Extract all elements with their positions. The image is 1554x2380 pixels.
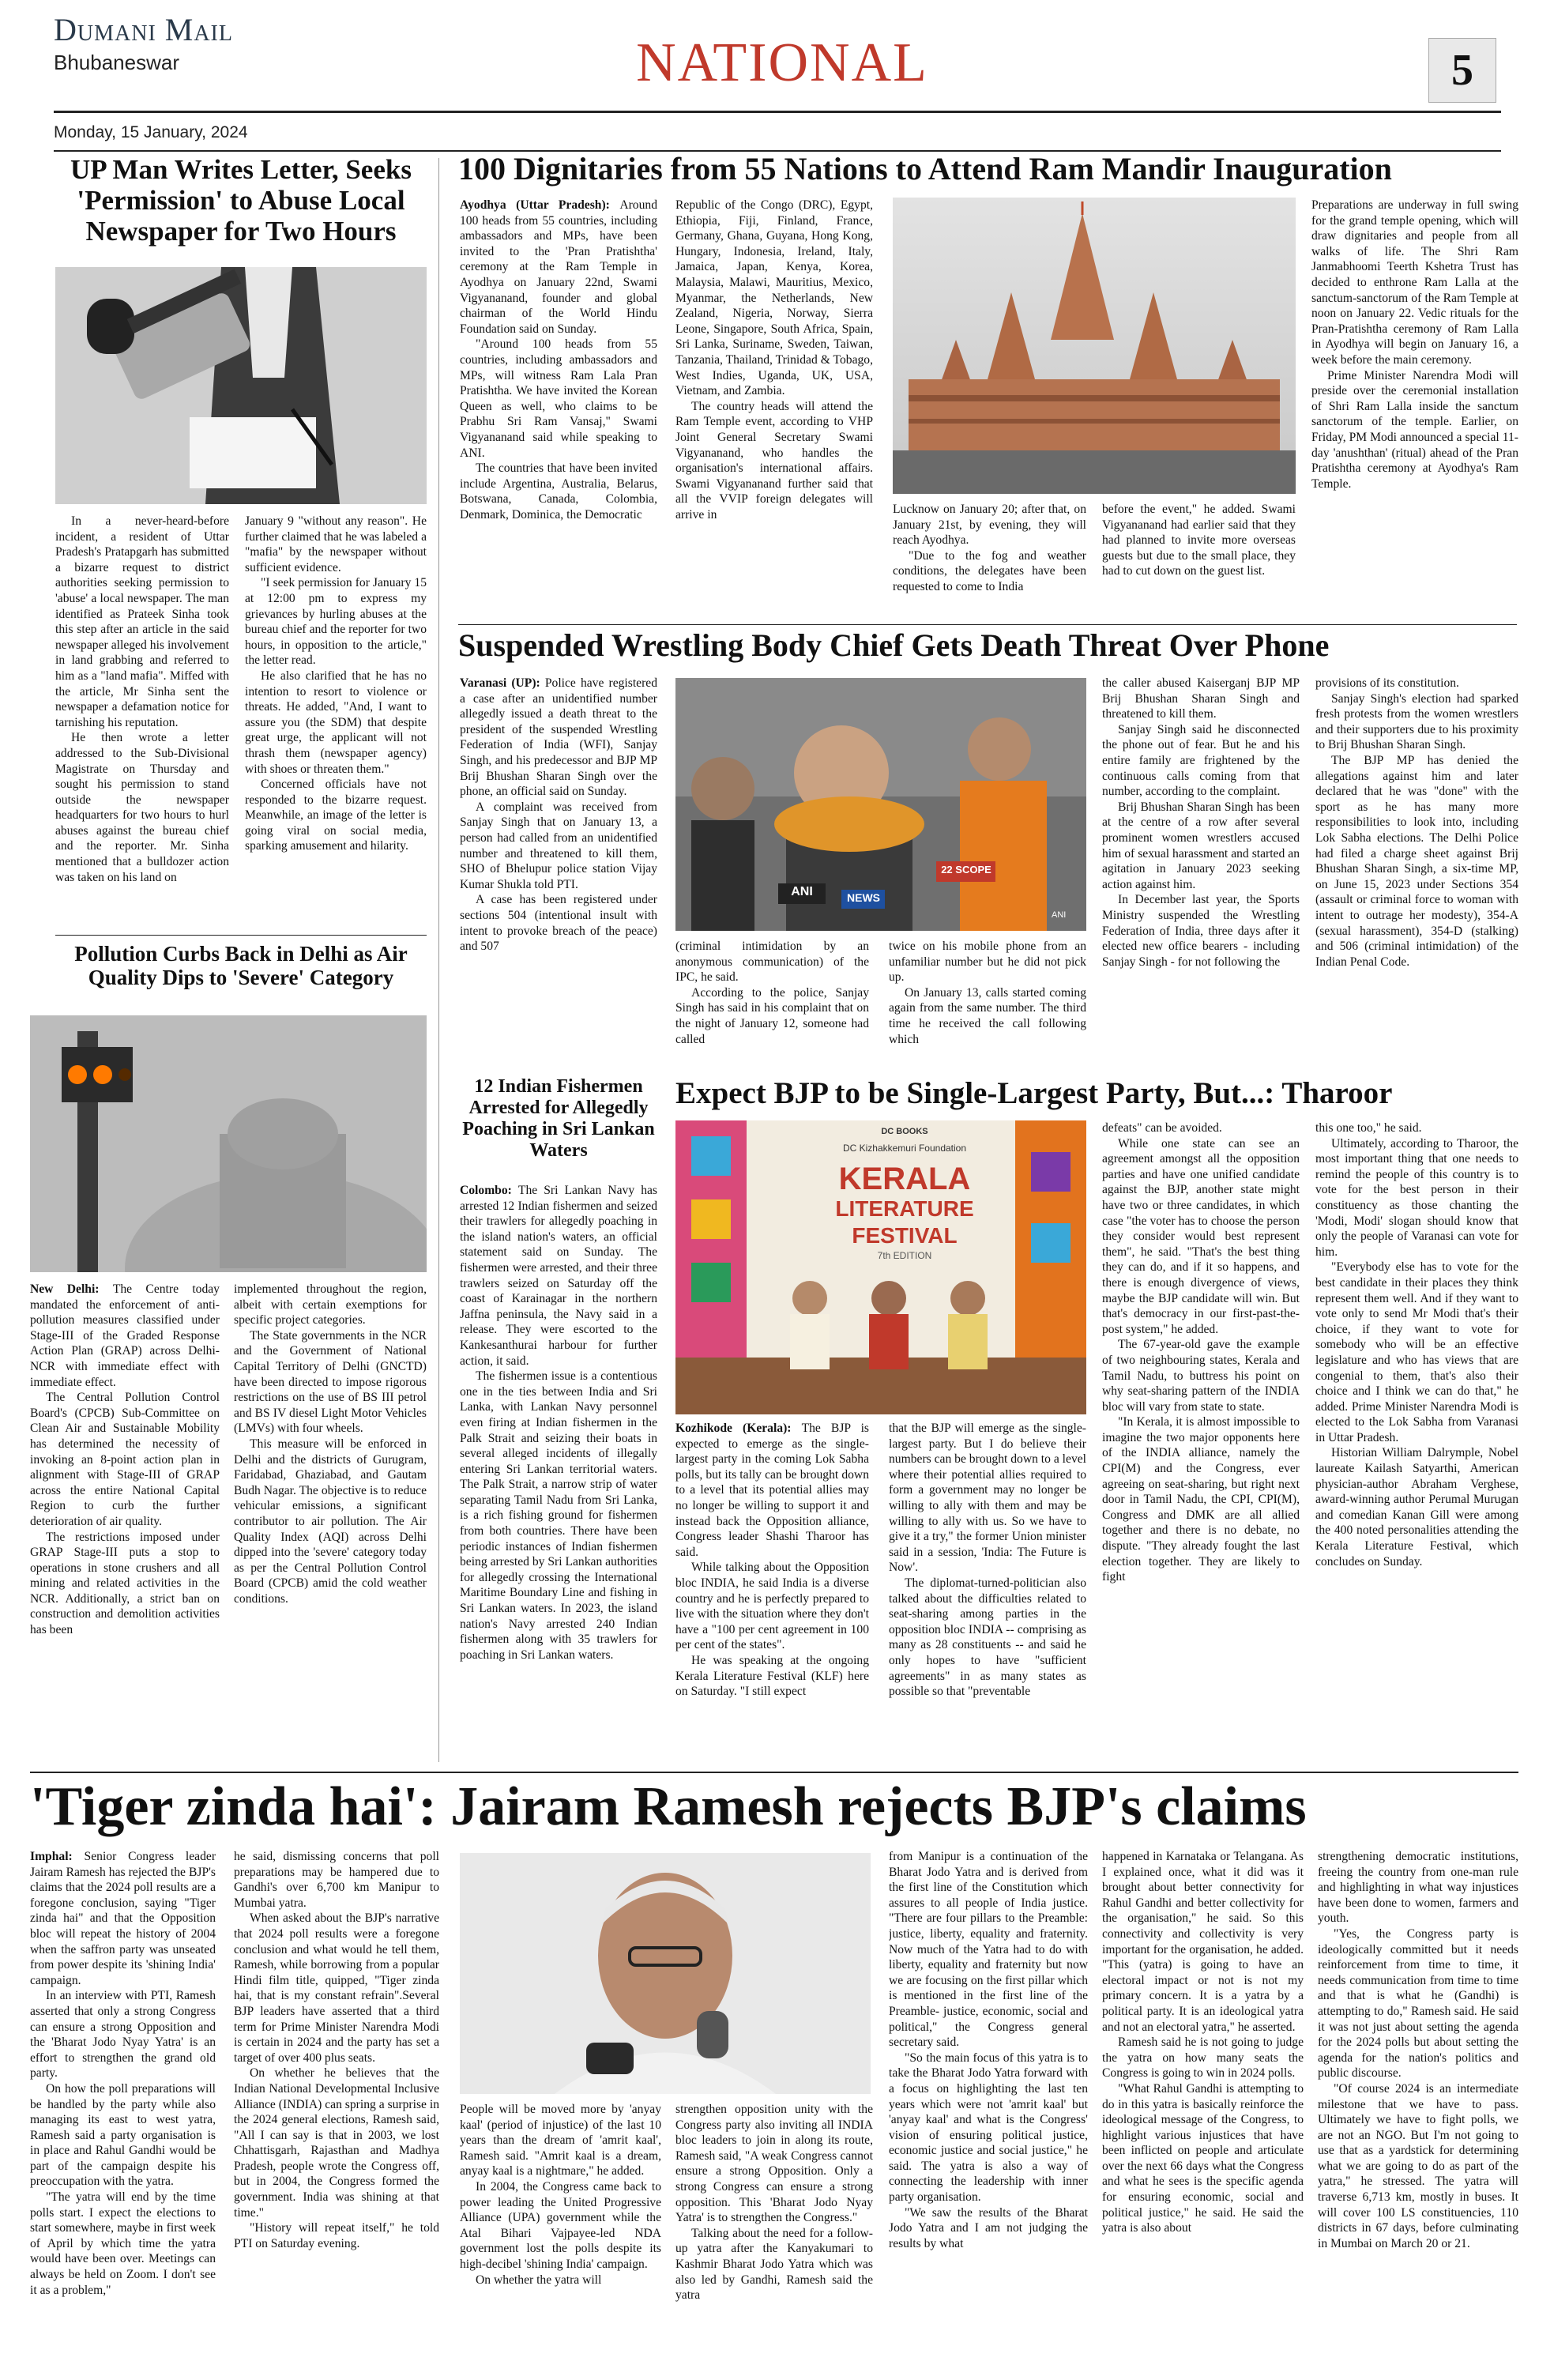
ram-col1-content (460, 198, 657, 522)
paragraph: New Delhi: The Centre today mandated the enforcement of anti-pollution measures classified under Stage-III of the Graded Response Action Plan (GRAP) across Delhi-NCR with immediate effect with immediate effect. (30, 1282, 220, 1389)
paragraph: A case has been registered under sections 504 (intentional insult with intent to provoke breach of the peace) and 507 (460, 893, 657, 954)
dateline: New Delhi: (30, 1282, 113, 1296)
klf-title-1: KERALA (838, 1162, 971, 1196)
paragraph: The State governments in the NCR and the Government of National Capital Territory of Delhi (GNCTD) have been directed to impose rigorous restrictions on the use of BS III petrol and BS IV diesel Light Motor Vehicles (LMVs) with four wheels. (234, 1328, 427, 1436)
paragraph: The BJP MP has denied the allegations against him and later declared that he was "done" with the sport as he has many more responsibilities to look into, including Lok Sabha elections. The Delhi Police had filed a charge sheet against Brij Bhushan Sharan Singh, a six-time MP, on June 15, 2023 under Sections 354 (assault or criminal force to woman with intent to outrage her modesty), 354-A (sexual harassment), 354-D (stalking) and 506 (criminal intimidation) of the Indian Penal Code. (1315, 753, 1518, 969)
ram-col5-content (1311, 198, 1518, 491)
photo-jairam-ramesh (460, 1853, 871, 2094)
up-man-col-2 (245, 514, 427, 1004)
jairam-col-6 (1102, 1849, 1304, 2363)
paper-city: Bhubaneswar (54, 51, 179, 74)
jairam-col7-content (1318, 1849, 1518, 2251)
pollution-col-2 (234, 1282, 427, 1768)
paragraph: he said, dismissing concerns that poll preparations may be hampered due to Gandhi's over 6,700 km Manipur to Mumbai yatra. (234, 1850, 439, 1910)
ram-col2-content (675, 198, 873, 522)
paragraph: before the event," he added. Swami Vigyananand had earlier said that they had planned to invite more overseas guests but due to the small place, they had to cut down on the guest list. (1102, 503, 1296, 578)
paragraph: the caller abused Kaiserganj BJP MP Brij Bhushan Sharan Singh and threatened to kill them. (1102, 676, 1300, 721)
paragraph: strengthen opposition unity with the Congress party also inviting all INDIA bloc leaders to join in along its route, Ramesh said, "A weak Congress cannot ensure a strong Opposition. Only a strong Congress can ensure a strong opposition. This 'Bharat Jodo Nyay Yatra' is to strengthen the Congress." (675, 2103, 873, 2225)
paragraph: He was speaking at the ongoing Kerala Literature Festival (KLF) here on Saturday. "I still expect (675, 1653, 869, 1699)
jairam-col-7 (1318, 1849, 1518, 2363)
paragraph: The fishermen issue is a contentious one in the ties between India and Sri Lanka, with Lankan Navy personnel even firing at Indian fishermen in the Palk Strait and seizing their boats in several alleged incidents of illegally entering Sri Lankan territorial waters. The Palk Strait, a narrow strip of water separating Tamil Nadu from Sri Lanka, is a rich fishing ground for fishermen from both countries. There have been periodic instances of Indian fishermen being arrested by Sri Lankan authorities for allegedly crossing the International Maritime Boundary Line and fishing in Sri Lankan waters. In 2023, the island nation's Navy arrested 240 Indian fishermen along with 35 trawlers for poaching in Sri Lankan waters. (460, 1369, 657, 1662)
ram-col3-content (893, 502, 1086, 595)
paragraph: On how the poll preparations will be handled by the party while also managing its east to west yatra, Ramesh said a party organisation is in place and Rahul Gandhi would be part of the campaign despite his preoccupation with the yatra. (30, 2081, 216, 2189)
paragraph: Sanjay Singh's election had sparked fresh protests from the women wrestlers and their supporters due to his proximity to Brij Bhushan Sharan Singh. (1315, 691, 1518, 752)
wrestling-col-3 (889, 939, 1086, 1071)
paragraph: Ramesh said he is not going to judge the yatra on how many seats the Congress is going to win in 2024 polls. (1102, 2035, 1304, 2081)
paragraph: The restrictions imposed under GRAP Stage-III puts a stop to operations in stone crushers and all mining and related activities in the NCR. Additionally, a strict ban on construction and demolition activities has been (30, 1530, 220, 1637)
paragraph: defeats" can be avoided. (1102, 1121, 1222, 1135)
paragraph: The countries that have been invited include Argentina, Australia, Belarus, Botswana, Canada, Colombia, Denmark, Dominica, the Democratic (460, 461, 657, 522)
up-man-col-1 (55, 514, 229, 1004)
dateline: Varanasi (UP): (460, 676, 545, 690)
paragraph: Talking about the need for a follow-up yatra after the Kanyakumari to Kashmir Bharat Jodo Yatra which was also led by Gandhi, Ramesh said the yatra (675, 2226, 873, 2303)
paragraph: twice on his mobile phone from an unfamiliar number but he did not pick up. (889, 940, 1086, 985)
paragraph: The 67-year-old gave the example of two neighbouring states, Kerala and Tamil Nadu, to buttress his point on why seat-sharing pattern of the INDIA bloc will vary from state to state. (1102, 1338, 1300, 1414)
paragraph: In a never-heard-before incident, a resident of Uttar Pradesh's Pratapgarh has submitted a bizarre request to district authorities seeking permission to 'abuse' a local newspaper. The man identified as Prateek Sinha took this step after an article in the said newspaper alleged his involvement in land grabbing and referred to him as a "land mafia". Miffed with the article, Mr Sinha sent the newspaper a defamation notice for tarnishing his reputation. (55, 514, 229, 729)
pollution-col2-content (234, 1282, 427, 1606)
masthead-rule (54, 111, 1501, 113)
wrestling-col-5 (1315, 676, 1518, 1071)
paragraph: provisions of its constitution. (1315, 676, 1459, 690)
headline-jairam-ramesh: 'Tiger zinda hai': Jairam Ramesh rejects BJP's claims (30, 1776, 1307, 1837)
headline-fishermen: 12 Indian Fishermen Arrested for Allegedly Poaching in Sri Lankan Waters (462, 1076, 655, 1161)
tharoor-col1-content (675, 1421, 869, 1700)
paragraph: "In Kerala, it is almost impossible to imagine the two major opponents here of the INDIA alliance, namely the CPI(M) and the Congress, ever agreeing on seat-sharing, but right next door in Tamil Nadu, the CPI, CPI(M), Congress and DMK are all allied together and there is no debate, no dispute. "They already fought the last election together. They are likely to fight (1102, 1415, 1300, 1584)
paragraph: While one state can see an agreement amongst all the opposition parties and have one unified candidate against the BJP, another state might have two or three candidates, in which case "the voter has to choose the person they consider would best represent them", he said. "That's the best thing they can do, and if it so happens, and there is enough divergence of views, maybe the BJP candidate will win. But that's democracy in our first-past-the-post system," he added. (1102, 1136, 1300, 1336)
paragraph: On whether he believes that the Indian National Developmental Inclusive Alliance (INDIA) can spring a surprise in the 2024 general elections, Ramesh said, "All I can say is that in 2003, we lost Chhattisgarh, Rajasthan and Madhya Pradesh, people wrote the Congress off, but in 2004, the Congress formed the government. India was shining at that time." (234, 2066, 439, 2220)
ram-mandir-col-3 (893, 502, 1086, 620)
klf-title-3: FESTIVAL (852, 1223, 958, 1248)
paragraph: He then wrote a letter addressed to the Sub-Divisional Magistrate on Thursday and sought his permission to stand outside the newspaper headquarters for two hours to hurl abuses against the bureau chief and the reporter. Mr. Sinha mentioned that a bulldozer action was taken on his land on (55, 731, 229, 884)
paragraph: According to the police, Sanjay Singh has said in his complaint that on the night of January 12, someone had called (675, 985, 869, 1046)
paragraph: implemented throughout the region, albeit with certain exemptions for specific project categories. (234, 1282, 427, 1327)
wrestling-col3-content (889, 939, 1086, 1047)
col-rule (55, 935, 427, 936)
wrestling-col-1 (460, 676, 657, 1071)
photo-ram-temple (893, 198, 1296, 494)
dateline: Ayodhya (Uttar Pradesh): (460, 198, 620, 212)
headline-ram-mandir: 100 Dignitaries from 55 Nations to Attend Ram Mandir Inauguration (458, 152, 1392, 186)
fishermen-col1-content (460, 1183, 657, 1663)
headline-wrestling: Suspended Wrestling Body Chief Gets Death Threat Over Phone (458, 628, 1330, 663)
mic-badge-news: NEWS (847, 891, 880, 904)
paragraph: Prime Minister Narendra Modi will preside over the ceremonial installation of Shri Ram Lalla inside the sanctum sanctorum of the temple. Earlier, on Friday, PM Modi announced a special 11-day 'anushthan' (ritual) ahead of the Pran Pratishtha ceremony at Ayodhya's Ram Temple. (1311, 368, 1518, 491)
paper-name: Dumani Mail (54, 12, 233, 47)
paragraph: Concerned officials have not responded to the bizarre request. Meanwhile, an image of the letter is going viral on social media, sparking amusement and hilarity. (245, 778, 427, 853)
dateline: Kozhikode (Kerala): (675, 1422, 802, 1435)
tharoor-col-3 (1102, 1120, 1300, 1768)
paragraph: Lucknow on January 20; after that, on January 21st, by evening, they will reach Ayodhya. (893, 503, 1086, 548)
photo-credit: ANI (1052, 910, 1067, 920)
paragraph: Imphal: Senior Congress leader Jairam Ramesh has rejected the BJP's claims that the 2024 poll results are a foregone conclusion, saying "Tiger zinda hai" and that the Opposition bloc will repeat the history of 2004 when the saffron party was unseated from power despite its 'shining India' campaign. (30, 1850, 216, 1987)
paragraph: "So the main focus of this yatra is to take the Bharat Jodo Yatra forward with a focus on highlighting the last ten years which were not 'amrit kaal' but 'anyay kaal' and what is the Congress' vision of ensuring political justice, economic justice and social justice," he said. The yatra is also a way of connecting the leadership with inner party organisation. (889, 2050, 1088, 2205)
photo-kerala-literature-festival (675, 1120, 1086, 1414)
jairam-col-1 (30, 1849, 216, 2363)
photo-traffic-signal-smog (30, 1015, 427, 1272)
paragraph: Brij Bhushan Sharan Singh has been at the centre of a row after several prominent women wrestlers accused him of sexual harassment and started an agitation in January 2023 seeking action against him. (1102, 800, 1300, 891)
wrestling-col-2 (675, 939, 869, 1071)
wrestling-col-4 (1102, 676, 1300, 1071)
paragraph: (criminal intimidation by an anonymous communication) of the IPC, he said. (675, 940, 869, 985)
ram-mandir-col-1 (460, 198, 657, 616)
pollution-col-1 (30, 1282, 220, 1768)
ram-mandir-col-4 (1102, 502, 1296, 620)
paragraph: While talking about the Opposition bloc INDIA, he said India is a diverse country and he is perfectly prepared to live with the situation where they don't have a "100 per cent agreement in 100 per cent of the states". (675, 1561, 869, 1652)
paragraph: "I seek permission for January 15 at 12:00 pm to express my grievances by hurling abuses at the bureau chief and the reporter for two hours, in opposition to the article," the letter read. (245, 576, 427, 668)
ram-col4-content (1102, 502, 1296, 579)
jairam-image (460, 1853, 871, 2094)
paragraph: This measure will be enforced in Delhi and the districts of Gurugram, Faridabad, Ghaziabad, and Gautam Budh Nagar. The objective is to reduce vehicular emissions, a significant contributor to air pollution. The Air Quality Index (AQI) across Delhi dipped into the 'severe' category today as per the Central Pollution Control Board (CPCB) amid the cold weather conditions. (234, 1437, 427, 1606)
wrestling-col2-content (675, 939, 869, 1047)
paragraph: He also clarified that he has no intention to resort to violence or threats. He added, "And, I want to assure you (the SDM) that despite great urge, the applicant will not thrash them (newspaper agency) with shoes or threaten them." (245, 668, 427, 776)
reporter-image (55, 267, 427, 504)
vertical-rule (438, 158, 439, 1762)
paragraph: that the BJP will emerge as the single-largest party. But I do believe their numbers can be brought down to a level where their potential allies required to form a government may no longer be willing to ally with them and may be willing to ally with us. So we have to give it a try," the former Union minister said in a session, 'India: The Future is Now'. (889, 1422, 1086, 1575)
paragraph: Sanjay Singh said he disconnected the phone out of fear. But he and his entire family are frightened by the continuous calls coming from that number, according to the complaint. (1102, 722, 1300, 799)
jairam-col6-content (1102, 1849, 1304, 2236)
page-number: 5 (1428, 38, 1496, 103)
up-man-col1-content (55, 514, 229, 885)
paragraph: In December last year, the Sports Ministry suspended the Wrestling Federation of India, three days after it elected new office bearers - including Sanjay Singh - for not following the (1102, 893, 1300, 969)
paragraph: "Due to the fog and weather conditions, the delegates have been requested to come to India (893, 548, 1086, 593)
klf-foundation: DC Kizhakkemuri Foundation (842, 1143, 967, 1154)
paragraph: "Everybody else has to vote for the best candidate in their places they think represent them well. And if they want to vote only to send Mr Modi that's their choice, if they want to vote for somebody who will be an effective legislature and who has views that are congenial to them, that's also their choice and I think we can do that," he added. Prime Minister Narendra Modi is elected to the Lok Sabha from Varanasi in Uttar Pradesh. (1315, 1260, 1518, 1444)
paragraph: "Yes, the Congress party is ideologically committed but it needs reinforcement from time to time, it needs communication from time to time and that is what he (Gandhi) is attempting to do," Ramesh said. He said it was not just about setting the agenda for the 2024 polls but about setting the agenda for the nation's politics and public discourse. (1318, 1926, 1518, 2081)
jairam-col4-content (675, 2102, 873, 2303)
paragraph: "The yatra will end by the time polls start. I expect the elections to start somewhere, maybe in first week of April by which time the yatra would have been over. Meetings can always be held on Zoom. I don't see it as a problem," (30, 2190, 216, 2297)
tharoor-col-4 (1315, 1120, 1518, 1768)
paragraph: The diplomat-turned-politician also talked about the difficulties related to seat-sharing among parties in the opposition bloc INDIA -- comprising as many as 28 constituents -- and said he only hopes to have "sufficient agreements" in as many states as possible so that "preventable (889, 1576, 1086, 1699)
headline-pollution: Pollution Curbs Back in Delhi as Air Quality Dips to 'Severe' Category (74, 942, 408, 990)
dateline: Colombo: (460, 1184, 518, 1197)
klf-sponsor: DC BOOKS (881, 1127, 928, 1136)
paragraph: from Manipur is a continuation of the Bharat Jodo Yatra and is derived from the first line of the Constitution which assures to all people of India justice. "There are four pillars to the Preamble: justice, liberty, equality and fraternity. Now much of the Yatra had to do with liberty, equality and fraternity but now we are focusing on the first pillar which is mentioned in the first line of the Preamble- justice, economic, social and political," the Congress general secretary said. (889, 1850, 1088, 2050)
paragraph: "History will repeat itself," he told PTI on Saturday evening. (234, 2221, 439, 2250)
wrestling-col1-content (460, 676, 657, 955)
paragraph: "Of course 2024 is an intermediate milestone that we have to pass. Ultimately we have to fight polls, we are not an NGO. But I'm not going to use that as a yardstick for determining what we are going to do as part of the yatra," he stressed. The yatra will traverse 6,713 km, mostly in buses. It will cover 100 LS constituencies, 110 districts in 67 days, before culminating in Mumbai on March 20 or 21. (1318, 2081, 1518, 2250)
tharoor-col-1 (675, 1421, 869, 1768)
paragraph: Colombo: The Sri Lankan Navy has arrested 12 Indian fishermen and seized their trawlers for allegedly poaching in the island nation's waters, an official statement said on Sunday. The fishermen were arrested, and their three trawlers seized on Saturday off the coast of Karainagar in the northern Jaffna peninsula, the Navy said in a release. They were escorted to the Kankesanthurai harbour for further action, it said. (460, 1184, 657, 1368)
paragraph: Republic of the Congo (DRC), Egypt, Ethiopia, Fiji, Finland, France, Germany, Ghana, Guyana, Hong Kong, Hungary, Indonesia, Ireland, Italy, Jamaica, Japan, Kenya, Korea, Malaysia, Malawi, Mauritius, Mexico, Myanmar, the Netherlands, New Zealand, Nigeria, Norway, Sierra Leone, Singapore, South Africa, Spain, Sri Lanka, Suriname, Sweden, Taiwan, Tanzania, Thailand, Trinidad & Tobago, West Indies, Uganda, UK, USA, Vietnam, and Zambia. (675, 198, 873, 398)
jairam-col3-content (460, 2102, 661, 2288)
section-title: NATIONAL (636, 32, 928, 93)
klf-title-2: LITERATURE (835, 1196, 974, 1221)
tharoor-col-2 (889, 1421, 1086, 1768)
paragraph: Ultimately, according to Tharoor, the most important thing that one needs to remind the people of this country is to vote for the best person in their constituency as those chanting the 'Modi, Modi' slogan should know that only the people of Varanasi can vote for him. (1315, 1136, 1518, 1259)
paragraph: On January 13, calls started coming again from the same number. The third time he received the call following which (889, 985, 1086, 1046)
paragraph: "What Rahul Gandhi is attempting to do in this yatra is basically reinforce the ideological message of the Congress, to highlight various injustices that have been inflicted on people and articulate over the next 66 days what the Congress and what he sees is the specific agenda for ensuring economic, social and political justice," he said. He said the yatra is also about (1102, 2081, 1304, 2235)
paragraph: The Central Pollution Control Board's (CPCB) Sub-Committee on Clean Air and Sustainable Mobility has determined the necessity of invoking an 8-point action plan in alignment with Stage-III of GRAP across the entire National Capital Region to curb the further deterioration of air quality. (30, 1391, 220, 1528)
mic-badge-ani: ANI (791, 885, 813, 898)
issue-date: Monday, 15 January, 2024 (54, 123, 248, 141)
ram-mandir-col-5 (1311, 198, 1518, 616)
ram-mandir-col-2 (675, 198, 873, 616)
paragraph: The country heads will attend the Ram Temple event, according to VHP Joint General Secretary Swami Vigyananand, who handles the organisation's international affairs. Swami Vigyananand further said that all the VVIP foreign delegates will arrive in (675, 399, 873, 522)
tharoor-col2-content (889, 1421, 1086, 1700)
photo-reporter-microphone (55, 267, 427, 504)
wrestling-col4-content (1102, 676, 1300, 970)
tharoor-col4-content (1315, 1120, 1518, 1569)
paragraph: January 9 "without any reason". He further claimed that he was labeled a "mafia" by the newspaper without sufficient evidence. (245, 514, 427, 574)
paragraph: this one too," he said. (1315, 1121, 1422, 1135)
jairam-col-2 (234, 1849, 439, 2363)
paragraph: Varanasi (UP): Police have registered a case after an unidentified number allegedly issued a death threat to the president of the suspended Wrestling Federation of India (WFI), Sanjay Singh, and his predecessor and BJP MP Brij Bhushan Sharan Singh over the phone, an official said on Sunday. (460, 676, 657, 799)
section-rule (458, 624, 1517, 625)
wrestling-col5-content (1315, 676, 1518, 970)
paragraph: "We saw the results of the Bharat Jodo Yatra and I am not judging the results by what (889, 2205, 1088, 2250)
jairam-col2-content (234, 1849, 439, 2251)
paragraph: Preparations are underway in full swing for the grand temple opening, which will draw dignitaries and people from all walks of life. The Shri Ram Janmabhoomi Teerth Kshetra Trust has decided to enthrone Ram Lalla at the sanctum-sanctorum of the Ram Temple at noon on January 22. Vedic rituals for the Pran-Pratishtha ceremony of Ram Lalla in Ayodhya will begin on January 16, a week before the main ceremony. (1311, 198, 1518, 367)
jairam-col-5 (889, 1849, 1088, 2363)
smog-image (30, 1015, 427, 1272)
klf-edition: 7th EDITION (877, 1250, 932, 1261)
dateline: Imphal: (30, 1850, 85, 1863)
paragraph: A complaint was received from Sanjay Singh that on January 13, a person had called from an unidentified number and threatened to kill them, SHO of Bhelupur police station Vijay Kumar Shukla told PTI. (460, 800, 657, 891)
paragraph: In 2004, the Congress came back to power leading the United Progressive Alliance (UPA) government while the Atal Bihari Vajpayee-led NDA government lost the polls despite its high-decibel 'shining India' campaign. (460, 2179, 661, 2271)
paragraph: happened in Karnataka or Telangana. As I explained once, what it did was it brought about better connectivity for Rahul Gandhi and better collectivity for the organisation," he said. So this connectivity and collectivity is very important for the organisation, he added. "This (yatra) is going to have an electoral impact or not is not my primary concern. It is a yatra by a political party. It is an ideological yatra and not an electoral yatra," he asserted. (1102, 1850, 1304, 2034)
paragraph: In an interview with PTI, Ramesh asserted that only a strong Congress can ensure a strong Opposition and the 'Bharat Jodo Nyay Yatra' is an effort to strengthen the grand old party. (30, 1989, 216, 2081)
fishermen-col-1 (460, 1183, 657, 1768)
paragraph: Historian William Dalrymple, Nobel laureate Kailash Satyarthi, American physician-author Abraham Verghese, award-winning author Perumal Murugan and comedian Kanan Gill were among the 400 noted personalities attending the Kerala Literature Festival, which concludes on Sunday. (1315, 1446, 1518, 1568)
paragraph: When asked about the BJP's narrative that 2024 poll results were a foregone conclusion and what would he tell them, Ramesh, while borrowing from a popular Hindi film title, quipped, "Tiger zinda hai, that is my constant refrain".Several BJP leaders have asserted that a third term for Prime Minister Narendra Modi is certain in 2024 and the party has set a target of over 400 plus seats. (234, 1911, 439, 2065)
paragraph: People will be moved more by 'anyay kaal' (period of injustice) of the last 10 years than the dream of 'amrit kaal', Ramesh said. "Amrit kaal is a dream, anyay kaal is a nightmare," he added. (460, 2103, 661, 2179)
paragraph: strengthening democratic institutions, freeing the country from one-man rule and highlighting in what way injustices have been done to women, farmers and youth. (1318, 1850, 1518, 1926)
mic-badge-22scope: 22 SCOPE (941, 864, 991, 876)
paragraph: Kozhikode (Kerala): The BJP is expected to emerge as the single-largest party in the coming Lok Sabha polls, but its tally can be brought down to a level that its potential allies may no longer be willing to support it and instead back the Opposition alliance, Congress leader Shashi Tharoor has said. (675, 1422, 869, 1559)
tharoor-col3-content (1102, 1120, 1300, 1585)
paragraph: On whether the yatra will (476, 2273, 602, 2287)
paragraph: "Around 100 heads from 55 countries, including ambassadors and MPs, will witness Ram Lala Pran Pratishtha. We have invited the Korean Queen as well, who claims to be Prabhu Sri Ram Vansaj," Swami Vigyananand said while speaking to ANI. (460, 337, 657, 460)
pollution-col1-content (30, 1282, 220, 1638)
up-man-col2-content (245, 514, 427, 854)
headline-up-man: UP Man Writes Letter, Seeks 'Permission' to Abuse Local Newspaper for Two Hours (70, 154, 412, 247)
temple-image (893, 198, 1296, 494)
photo-sanjay-singh-media (675, 678, 1086, 931)
headline-tharoor: Expect BJP to be Single-Largest Party, But...: Tharoor (675, 1076, 1393, 1110)
jairam-col-3 (460, 2102, 661, 2363)
jairam-col1-content (30, 1849, 216, 2298)
jairam-col-4 (675, 2102, 873, 2363)
bottom-section-rule (30, 1772, 1518, 1773)
paragraph: Ayodhya (Uttar Pradesh): Around 100 heads from 55 countries, including ambassadors and MPs, have been invited to the 'Pran Pratishtha' ceremony at the Ram Temple in Ayodhya on January 22nd, Swami Vigyananand, founder and global chairman of the World Hindu Foundation said on Sunday. (460, 198, 657, 336)
jairam-col5-content (889, 1849, 1088, 2251)
